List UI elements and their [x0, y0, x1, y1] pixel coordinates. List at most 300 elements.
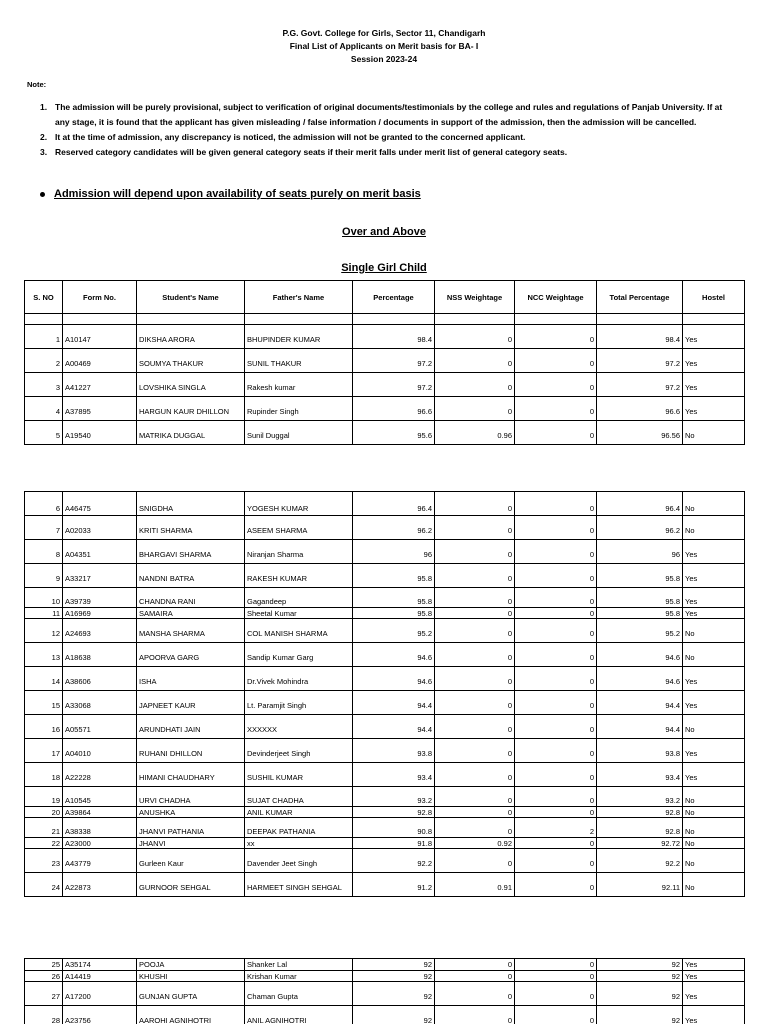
- cell-percentage: 93.8: [353, 739, 435, 763]
- cell-student-name: JHANVI PATHANIA: [137, 818, 245, 838]
- cell-student-name: JAPNEET KAUR: [137, 691, 245, 715]
- cell-student-name: KHUSHI: [137, 971, 245, 982]
- cell-form-number: A04351: [63, 540, 137, 564]
- column-header-total-percentage: Total Percentage: [597, 281, 683, 314]
- note-item: [40, 100, 730, 130]
- cell-form-number: A38338: [63, 818, 137, 838]
- cell-form-number: A43779: [63, 849, 137, 873]
- table-row: [25, 588, 745, 608]
- cell-nss-weightage: 0: [435, 849, 515, 873]
- cell-percentage: 92: [353, 1006, 435, 1024]
- cell-nss-weightage: 0: [435, 982, 515, 1006]
- cell-father-name: Rupinder Singh: [245, 397, 353, 421]
- cell-percentage: 96.4: [353, 492, 435, 516]
- cell-nss-weightage: 0.96: [435, 421, 515, 445]
- cell-serial-number: 19: [25, 787, 63, 807]
- cell-percentage: 95.8: [353, 588, 435, 608]
- cell-form-number: A14419: [63, 971, 137, 982]
- cell-student-name: URVI CHADHA: [137, 787, 245, 807]
- table-row: [25, 540, 745, 564]
- cell-total-percentage: 94.4: [597, 715, 683, 739]
- note-label: Note:: [27, 80, 47, 89]
- cell-ncc-weightage: 2: [515, 818, 597, 838]
- cell-form-number: A05571: [63, 715, 137, 739]
- cell-ncc-weightage: 0: [515, 787, 597, 807]
- cell-nss-weightage: 0: [435, 959, 515, 971]
- column-header-nss-weightage: NSS Weightage: [435, 281, 515, 314]
- cell-father-name: Davender Jeet Singh: [245, 849, 353, 873]
- cell-student-name: APOORVA GARG: [137, 643, 245, 667]
- section-heading-over-and-above: Over and Above: [342, 226, 426, 238]
- cell-student-name: GURNOOR SEHGAL: [137, 873, 245, 897]
- cell-serial-number: 16: [25, 715, 63, 739]
- cell-percentage: 94.6: [353, 643, 435, 667]
- cell-percentage: 91.2: [353, 873, 435, 897]
- cell-nss-weightage: 0: [435, 608, 515, 619]
- cell-total-percentage: 96.4: [597, 492, 683, 516]
- table-row: [25, 643, 745, 667]
- note-number: 2.: [40, 132, 48, 142]
- cell-student-name: MANSHA SHARMA: [137, 619, 245, 643]
- column-header-student-name: Student's Name: [137, 281, 245, 314]
- column-header-form-number: Form No.: [63, 281, 137, 314]
- note-item: [40, 145, 730, 160]
- cell-hostel: No: [683, 787, 745, 807]
- cell-serial-number: 1: [25, 325, 63, 349]
- table-row: [25, 691, 745, 715]
- table-row: [25, 715, 745, 739]
- cell-ncc-weightage: 0: [515, 667, 597, 691]
- cell-nss-weightage: 0: [435, 564, 515, 588]
- cell-form-number: A00469: [63, 349, 137, 373]
- cell-ncc-weightage: 0: [515, 564, 597, 588]
- cell-student-name: HARGUN KAUR DHILLON: [137, 397, 245, 421]
- cell-percentage: 92: [353, 971, 435, 982]
- cell-nss-weightage: 0: [435, 807, 515, 818]
- cell-serial-number: 4: [25, 397, 63, 421]
- table-row: [25, 807, 745, 818]
- cell-serial-number: 28: [25, 1006, 63, 1024]
- cell-ncc-weightage: 0: [515, 763, 597, 787]
- cell-student-name: ISHA: [137, 667, 245, 691]
- table-row: [25, 818, 745, 838]
- cell-ncc-weightage: 0: [515, 739, 597, 763]
- cell-nss-weightage: 0: [435, 516, 515, 540]
- table-row: [25, 787, 745, 807]
- cell-student-name: AAROHI AGNIHOTRI: [137, 1006, 245, 1024]
- cell-student-name: LOVSHIKA SINGLA: [137, 373, 245, 397]
- cell-form-number: A18638: [63, 643, 137, 667]
- cell-form-number: A33068: [63, 691, 137, 715]
- cell-ncc-weightage: 0: [515, 492, 597, 516]
- cell-nss-weightage: 0: [435, 763, 515, 787]
- cell-hostel: No: [683, 643, 745, 667]
- table-row: [25, 608, 745, 619]
- cell-nss-weightage: 0: [435, 971, 515, 982]
- cell-ncc-weightage: 0: [515, 421, 597, 445]
- cell-total-percentage: 95.2: [597, 619, 683, 643]
- cell-percentage: 92: [353, 959, 435, 971]
- cell-hostel: Yes: [683, 691, 745, 715]
- cell-serial-number: 22: [25, 838, 63, 849]
- cell-ncc-weightage: 0: [515, 971, 597, 982]
- cell-total-percentage: 94.4: [597, 691, 683, 715]
- cell-percentage: 95.6: [353, 421, 435, 445]
- cell-hostel: Yes: [683, 763, 745, 787]
- session-label: Session 2023-24: [350, 54, 418, 64]
- cell-ncc-weightage: 0: [515, 1006, 597, 1024]
- cell-form-number: A19540: [63, 421, 137, 445]
- section-heading-single-girl-child: Single Girl Child: [341, 262, 427, 274]
- cell-nss-weightage: 0: [435, 349, 515, 373]
- cell-total-percentage: 93.4: [597, 763, 683, 787]
- table-row: [25, 619, 745, 643]
- cell-student-name: BHARGAVI SHARMA: [137, 540, 245, 564]
- cell-hostel: Yes: [683, 325, 745, 349]
- table-row: [25, 1006, 745, 1024]
- cell-father-name: xx: [245, 838, 353, 849]
- merit-bullet: [40, 188, 421, 200]
- cell-father-name: Dr.Vivek Mohindra: [245, 667, 353, 691]
- cell-father-name: XXXXXX: [245, 715, 353, 739]
- cell-student-name: SOUMYA THAKUR: [137, 349, 245, 373]
- cell-serial-number: 10: [25, 588, 63, 608]
- cell-total-percentage: 92.11: [597, 873, 683, 897]
- cell-nss-weightage: 0: [435, 691, 515, 715]
- cell-hostel: No: [683, 421, 745, 445]
- cell-ncc-weightage: 0: [515, 838, 597, 849]
- cell-ncc-weightage: 0: [515, 982, 597, 1006]
- cell-hostel: Yes: [683, 397, 745, 421]
- cell-hostel: Yes: [683, 349, 745, 373]
- cell-hostel: Yes: [683, 971, 745, 982]
- cell-hostel: No: [683, 849, 745, 873]
- column-header-serial-number: S. NO: [25, 281, 63, 314]
- cell-student-name: KRITI SHARMA: [137, 516, 245, 540]
- table-row: [25, 849, 745, 873]
- cell-percentage: 98.4: [353, 325, 435, 349]
- cell-total-percentage: 92: [597, 982, 683, 1006]
- cell-nss-weightage: 0: [435, 588, 515, 608]
- table-row: [25, 397, 745, 421]
- merit-table-part-3: [24, 958, 745, 1024]
- cell-serial-number: 7: [25, 516, 63, 540]
- cell-father-name: SUJAT CHADHA: [245, 787, 353, 807]
- cell-hostel: Yes: [683, 1006, 745, 1024]
- cell-serial-number: 2: [25, 349, 63, 373]
- cell-father-name: SUNIL THAKUR: [245, 349, 353, 373]
- cell-percentage: 95.8: [353, 564, 435, 588]
- cell-ncc-weightage: 0: [515, 373, 597, 397]
- cell-father-name: Niranjan Sharma: [245, 540, 353, 564]
- cell-father-name: ASEEM SHARMA: [245, 516, 353, 540]
- table-row: [25, 763, 745, 787]
- cell-percentage: 96.6: [353, 397, 435, 421]
- table-row: [25, 739, 745, 763]
- table-row: [25, 516, 745, 540]
- cell-student-name: ARUNDHATI JAIN: [137, 715, 245, 739]
- cell-percentage: 93.4: [353, 763, 435, 787]
- cell-serial-number: 25: [25, 959, 63, 971]
- column-header-percentage: Percentage: [353, 281, 435, 314]
- cell-hostel: Yes: [683, 739, 745, 763]
- document-header: [0, 27, 768, 66]
- cell-total-percentage: 95.8: [597, 608, 683, 619]
- cell-total-percentage: 96.56: [597, 421, 683, 445]
- table-row: [25, 349, 745, 373]
- cell-form-number: A39739: [63, 588, 137, 608]
- table-row: [25, 971, 745, 982]
- cell-form-number: A39864: [63, 807, 137, 818]
- cell-percentage: 91.8: [353, 838, 435, 849]
- cell-student-name: JHANVI: [137, 838, 245, 849]
- cell-total-percentage: 92: [597, 1006, 683, 1024]
- cell-father-name: Chaman Gupta: [245, 982, 353, 1006]
- cell-father-name: Gagandeep: [245, 588, 353, 608]
- cell-student-name: SAMAIRA: [137, 608, 245, 619]
- cell-hostel: No: [683, 619, 745, 643]
- cell-hostel: No: [683, 492, 745, 516]
- cell-serial-number: 6: [25, 492, 63, 516]
- cell-ncc-weightage: 0: [515, 397, 597, 421]
- cell-form-number: A37895: [63, 397, 137, 421]
- cell-nss-weightage: 0: [435, 715, 515, 739]
- cell-hostel: Yes: [683, 564, 745, 588]
- cell-serial-number: 24: [25, 873, 63, 897]
- cell-hostel: Yes: [683, 540, 745, 564]
- cell-student-name: Gurleen Kaur: [137, 849, 245, 873]
- cell-hostel: No: [683, 516, 745, 540]
- cell-hostel: Yes: [683, 982, 745, 1006]
- cell-hostel: Yes: [683, 667, 745, 691]
- cell-total-percentage: 93.8: [597, 739, 683, 763]
- cell-total-percentage: 97.2: [597, 373, 683, 397]
- cell-student-name: ANUSHKA: [137, 807, 245, 818]
- cell-nss-weightage: 0: [435, 818, 515, 838]
- cell-serial-number: 23: [25, 849, 63, 873]
- cell-ncc-weightage: 0: [515, 715, 597, 739]
- table-header-row: [25, 281, 745, 314]
- cell-form-number: A35174: [63, 959, 137, 971]
- cell-ncc-weightage: 0: [515, 849, 597, 873]
- cell-percentage: 96: [353, 540, 435, 564]
- cell-ncc-weightage: 0: [515, 643, 597, 667]
- cell-percentage: 93.2: [353, 787, 435, 807]
- cell-form-number: A23000: [63, 838, 137, 849]
- bullet-text: Admission will depend upon availability of seats purely on merit basis: [54, 188, 421, 200]
- cell-form-number: A33217: [63, 564, 137, 588]
- cell-nss-weightage: 0: [435, 492, 515, 516]
- cell-total-percentage: 94.6: [597, 667, 683, 691]
- cell-father-name: HARMEET SINGH SEHGAL: [245, 873, 353, 897]
- cell-father-name: Sandip Kumar Garg: [245, 643, 353, 667]
- cell-total-percentage: 98.4: [597, 325, 683, 349]
- cell-serial-number: 26: [25, 971, 63, 982]
- cell-nss-weightage: 0: [435, 1006, 515, 1024]
- list-title: Final List of Applicants on Merit basis for BA- I: [289, 41, 479, 51]
- note-text: It at the time of admission, any discrepancy is noticed, the admission will not be granted to the concerned applicant.: [55, 132, 526, 142]
- cell-total-percentage: 95.8: [597, 564, 683, 588]
- cell-serial-number: 5: [25, 421, 63, 445]
- column-header-ncc-weightage: NCC Weightage: [515, 281, 597, 314]
- cell-percentage: 95.2: [353, 619, 435, 643]
- cell-father-name: Sheetal Kumar: [245, 608, 353, 619]
- cell-student-name: CHANDNA RANI: [137, 588, 245, 608]
- cell-total-percentage: 94.6: [597, 643, 683, 667]
- cell-nss-weightage: 0: [435, 373, 515, 397]
- cell-student-name: MATRIKA DUGGAL: [137, 421, 245, 445]
- cell-student-name: HIMANI CHAUDHARY: [137, 763, 245, 787]
- cell-form-number: A41227: [63, 373, 137, 397]
- note-item: [40, 130, 730, 145]
- cell-hostel: No: [683, 807, 745, 818]
- cell-percentage: 96.2: [353, 516, 435, 540]
- cell-serial-number: 8: [25, 540, 63, 564]
- cell-nss-weightage: 0: [435, 540, 515, 564]
- notes-list: [40, 100, 730, 160]
- cell-ncc-weightage: 0: [515, 588, 597, 608]
- note-text: Reserved category candidates will be given general category seats if their merit falls under merit list of general category seats.: [55, 147, 568, 157]
- column-header-hostel: Hostel: [683, 281, 745, 314]
- cell-nss-weightage: 0: [435, 619, 515, 643]
- cell-total-percentage: 95.8: [597, 588, 683, 608]
- cell-serial-number: 17: [25, 739, 63, 763]
- table-row: [25, 982, 745, 1006]
- cell-serial-number: 18: [25, 763, 63, 787]
- cell-form-number: A23756: [63, 1006, 137, 1024]
- note-number: 1.: [40, 102, 48, 112]
- cell-hostel: No: [683, 873, 745, 897]
- cell-percentage: 94.4: [353, 715, 435, 739]
- note-number: 3.: [40, 147, 48, 157]
- cell-father-name: Rakesh kumar: [245, 373, 353, 397]
- cell-father-name: Devinderjeet Singh: [245, 739, 353, 763]
- cell-nss-weightage: 0.91: [435, 873, 515, 897]
- cell-father-name: ANIL KUMAR: [245, 807, 353, 818]
- cell-father-name: RAKESH KUMAR: [245, 564, 353, 588]
- cell-student-name: DIKSHA ARORA: [137, 325, 245, 349]
- table-row: [25, 325, 745, 349]
- cell-father-name: Lt. Paramjit Singh: [245, 691, 353, 715]
- cell-percentage: 92.2: [353, 849, 435, 873]
- cell-serial-number: 21: [25, 818, 63, 838]
- cell-total-percentage: 92.72: [597, 838, 683, 849]
- cell-serial-number: 9: [25, 564, 63, 588]
- cell-total-percentage: 92.8: [597, 818, 683, 838]
- cell-form-number: A16969: [63, 608, 137, 619]
- merit-table-part-2: [24, 491, 745, 897]
- cell-nss-weightage: 0: [435, 325, 515, 349]
- cell-nss-weightage: 0.92: [435, 838, 515, 849]
- cell-father-name: Sunil Duggal: [245, 421, 353, 445]
- cell-father-name: SUSHIL KUMAR: [245, 763, 353, 787]
- table-row: [25, 838, 745, 849]
- merit-table-part-1: [24, 280, 745, 445]
- cell-ncc-weightage: 0: [515, 873, 597, 897]
- cell-form-number: A22228: [63, 763, 137, 787]
- cell-student-name: RUHANI DHILLON: [137, 739, 245, 763]
- cell-serial-number: 12: [25, 619, 63, 643]
- cell-serial-number: 14: [25, 667, 63, 691]
- cell-form-number: A46475: [63, 492, 137, 516]
- table-row: [25, 373, 745, 397]
- table-row: [25, 492, 745, 516]
- cell-ncc-weightage: 0: [515, 540, 597, 564]
- cell-serial-number: 27: [25, 982, 63, 1006]
- cell-ncc-weightage: 0: [515, 959, 597, 971]
- cell-percentage: 97.2: [353, 373, 435, 397]
- cell-form-number: A10147: [63, 325, 137, 349]
- cell-serial-number: 11: [25, 608, 63, 619]
- cell-nss-weightage: 0: [435, 643, 515, 667]
- cell-total-percentage: 92.8: [597, 807, 683, 818]
- cell-total-percentage: 96.6: [597, 397, 683, 421]
- cell-ncc-weightage: 0: [515, 619, 597, 643]
- cell-ncc-weightage: 0: [515, 349, 597, 373]
- cell-nss-weightage: 0: [435, 667, 515, 691]
- cell-nss-weightage: 0: [435, 397, 515, 421]
- cell-hostel: Yes: [683, 373, 745, 397]
- note-text: The admission will be purely provisional, subject to verification of original documents/testimonials by the college and rules and regulations of Panjab University. If at any stage, it is found that the applicant has given misleading / false information / documents in support of the admission, then the admission will be cancelled.: [55, 102, 723, 127]
- cell-ncc-weightage: 0: [515, 516, 597, 540]
- cell-form-number: A02033: [63, 516, 137, 540]
- cell-serial-number: 13: [25, 643, 63, 667]
- cell-ncc-weightage: 0: [515, 807, 597, 818]
- cell-form-number: A22873: [63, 873, 137, 897]
- cell-total-percentage: 96: [597, 540, 683, 564]
- cell-hostel: No: [683, 715, 745, 739]
- cell-ncc-weightage: 0: [515, 325, 597, 349]
- cell-serial-number: 15: [25, 691, 63, 715]
- cell-father-name: COL MANISH SHARMA: [245, 619, 353, 643]
- cell-total-percentage: 92: [597, 959, 683, 971]
- cell-ncc-weightage: 0: [515, 608, 597, 619]
- cell-father-name: ANIL AGNIHOTRI: [245, 1006, 353, 1024]
- spacer-row: [25, 314, 745, 325]
- cell-total-percentage: 97.2: [597, 349, 683, 373]
- table-row: [25, 959, 745, 971]
- cell-father-name: Shanker Lal: [245, 959, 353, 971]
- table-row: [25, 667, 745, 691]
- cell-percentage: 92.8: [353, 807, 435, 818]
- cell-student-name: POOJA: [137, 959, 245, 971]
- cell-student-name: NANDNI BATRA: [137, 564, 245, 588]
- cell-nss-weightage: 0: [435, 739, 515, 763]
- cell-percentage: 90.8: [353, 818, 435, 838]
- cell-form-number: A17200: [63, 982, 137, 1006]
- cell-student-name: SNIGDHA: [137, 492, 245, 516]
- cell-ncc-weightage: 0: [515, 691, 597, 715]
- cell-percentage: 94.6: [353, 667, 435, 691]
- cell-form-number: A04010: [63, 739, 137, 763]
- cell-father-name: YOGESH KUMAR: [245, 492, 353, 516]
- cell-hostel: No: [683, 838, 745, 849]
- bullet-icon: [40, 192, 45, 197]
- cell-total-percentage: 92: [597, 971, 683, 982]
- cell-total-percentage: 93.2: [597, 787, 683, 807]
- cell-hostel: No: [683, 818, 745, 838]
- cell-father-name: BHUPINDER KUMAR: [245, 325, 353, 349]
- cell-percentage: 95.8: [353, 608, 435, 619]
- cell-percentage: 92: [353, 982, 435, 1006]
- cell-serial-number: 3: [25, 373, 63, 397]
- table-row: [25, 564, 745, 588]
- cell-hostel: Yes: [683, 608, 745, 619]
- cell-form-number: A10545: [63, 787, 137, 807]
- cell-total-percentage: 96.2: [597, 516, 683, 540]
- cell-form-number: A38606: [63, 667, 137, 691]
- table-row: [25, 873, 745, 897]
